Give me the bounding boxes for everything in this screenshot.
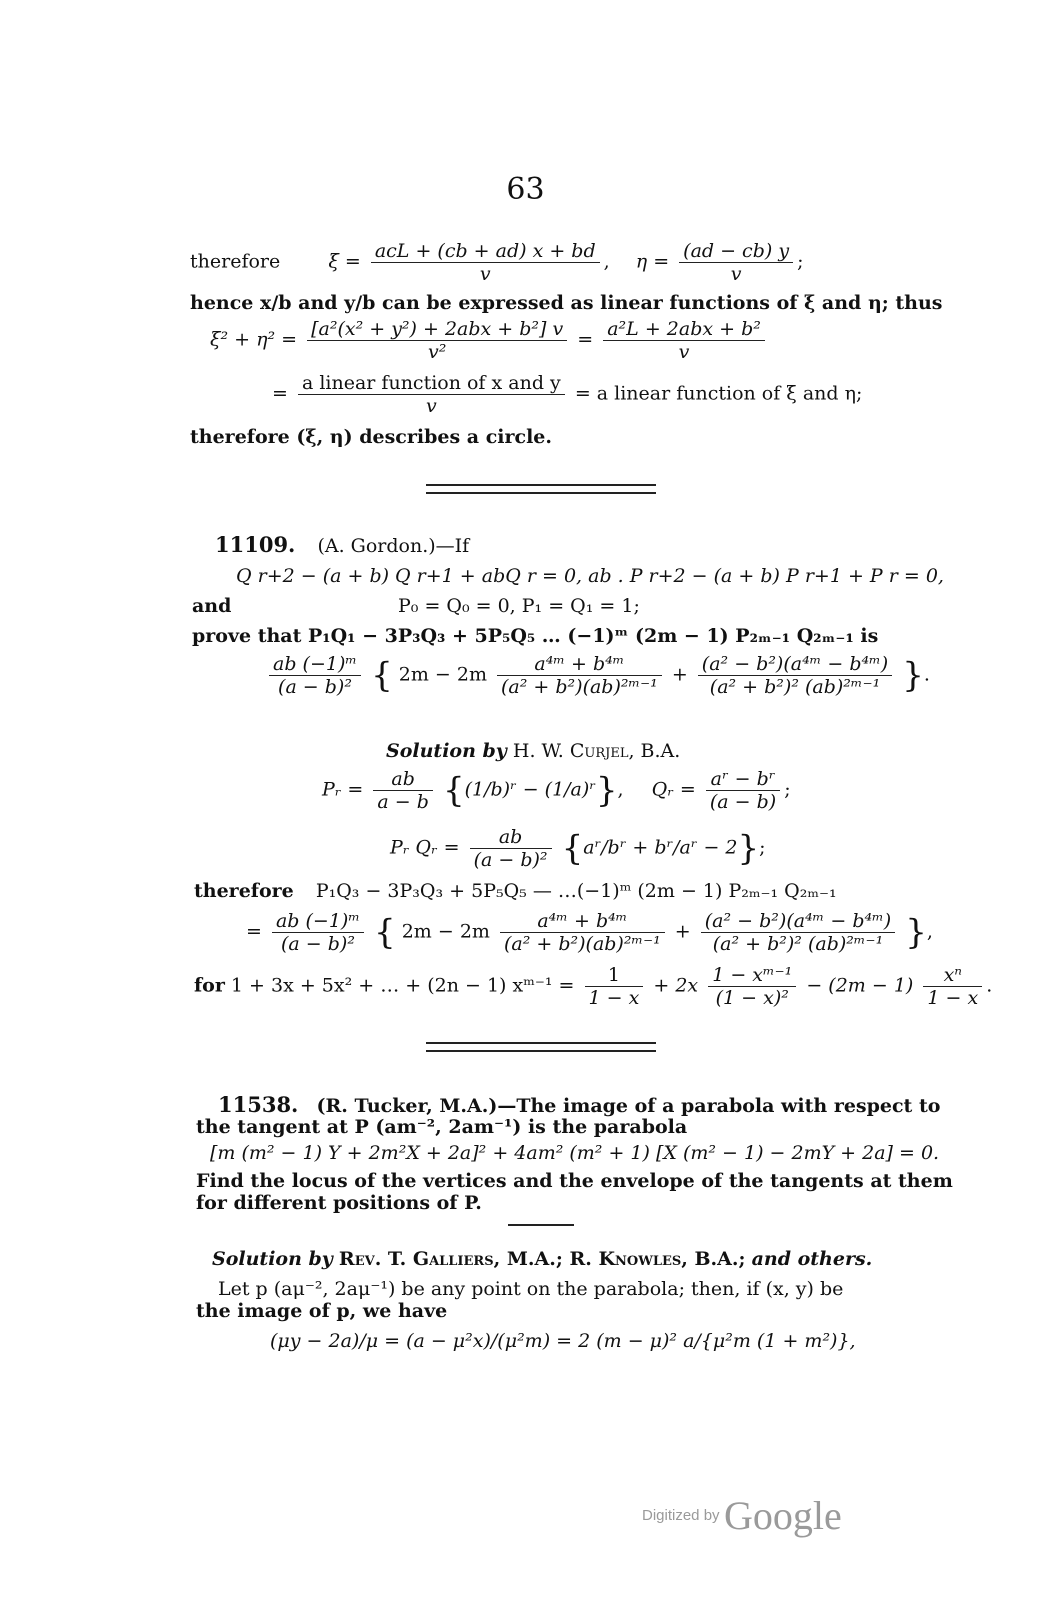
problem-number: 11538.: [218, 1092, 299, 1117]
problem-author: (R. Tucker, M.A.)—The image of a parabola with respect to: [316, 1095, 941, 1117]
google-logo: Google: [724, 1493, 842, 1538]
prqr-product: Pᵣ Qᵣ = $\frac{ab}{\text{(a − b)²}}$ {aʳ/bʳ + bʳ/aʳ − 2};: [390, 826, 766, 871]
problem-11538-line4: Find the locus of the vertices and the envelope of the tangents at them: [196, 1170, 953, 1192]
watermark-prefix: Digitized by: [642, 1507, 720, 1524]
section-divider-1a: [426, 484, 656, 486]
xi-eta-fraction-2: $\frac{\text{a²L + 2abx + b²}}{v}$: [603, 318, 765, 363]
series-identity: for 1 + 3x + 5x² + … + (2n − 1) xᵐ⁻¹ = $\frac{1}{1 - x}$ + 2x $\frac{\text{1 − xᵐ⁻¹}}{\text{(1 − x)²}}$ − (2m − 1) $\frac{\text{xⁿ}}{1 - x}$ .: [194, 964, 993, 1009]
recurrence-equation: Q r+2 − (a + b) Q r+1 + abQ r = 0, ab . P r+2 − (a + b) P r+1 + P r = 0,: [236, 565, 944, 587]
xi-eta-fraction-1: $\frac{\text{[a²(x² + y²) + 2abx + b²] v}}{\text{v²}}$: [307, 318, 567, 363]
problem-number: 11109.: [215, 532, 296, 557]
therefore-label: therefore: [190, 250, 281, 273]
problem-author: (A. Gordon.)—If: [317, 535, 470, 557]
parabola-equation: [m (m² − 1) Y + 2m²X + 2a]² + 4am² (m² + 1) [X (m² − 1) − 2mY + 2a] = 0.: [210, 1142, 940, 1164]
section-divider-2a: [426, 1042, 656, 1044]
page-number: 63: [506, 172, 545, 207]
sum-result: = $\frac{\text{ab (−1)ᵐ}}{\text{(a − b)²}}$ { 2m − 2m $\frac{\text{a⁴ᵐ + b⁴ᵐ}}{\text{(a² + b²)(ab)²ᵐ⁻¹}}$ + $\frac{\text{(a² − b²)(a⁴ᵐ − b⁴ᵐ)}}{\text{(a² + b²)² (ab)²ᵐ⁻¹}}$ },: [246, 910, 933, 955]
block1-line3: ξ² + η² = $\frac{\text{[a²(x² + y²) + 2abx + b²] v}}{\text{v²}}$ = $\frac{\text{a²L + 2abx + b²}}{v}$: [210, 318, 769, 363]
problem-11538-line2: the tangent at P (am⁻², 2am⁻¹) is the parabola: [196, 1116, 688, 1138]
section-divider-2b: [426, 1050, 656, 1052]
google-watermark: [642, 1492, 842, 1539]
solution-1-heading: Solution by H. W. Curjel, B.A.: [386, 740, 681, 762]
problem-11109-header: [215, 534, 469, 557]
solution-2-line2: the image of p, we have: [196, 1300, 448, 1322]
result-expression: $\frac{\text{ab (−1)ᵐ}}{\text{(a − b)²}}$ { 2m − 2m $\frac{\text{a⁴ᵐ + b⁴ᵐ}}{\text{(a² + b²)(ab)²ᵐ⁻¹}}$ + $\frac{\text{(a² − b²)(a⁴ᵐ − b⁴ᵐ)}}{\text{(a² + b²)² (ab)²ᵐ⁻¹}}$ }.: [265, 653, 930, 698]
prove-statement: prove that P₁Q₁ − 3P₃Q₃ + 5P₅Q₅ … (−1)ᵐ (2m − 1) P₂ₘ₋₁ Q₂ₘ₋₁ is: [192, 625, 879, 647]
therefore-sum: therefore P₁Q₃ − 3P₃Q₃ + 5P₅Q₅ — …(−1)ᵐ (2m − 1) P₂ₘ₋₁ Q₂ₘ₋₁: [194, 880, 837, 902]
block1-line5: therefore (ξ, η) describes a circle.: [190, 426, 552, 448]
block1-line4: = $\frac{\text{a linear function of x and y}}{v}$ = a linear function of ξ and η;: [272, 372, 863, 417]
and-label: and: [192, 595, 232, 617]
xi-fraction: $\frac{\text{acL + (cb + ad) x + bd}}{v}$: [371, 240, 600, 285]
initial-conditions: P₀ = Q₀ = 0, P₁ = Q₁ = 1;: [398, 595, 640, 617]
problem-11538-line5: for different positions of P.: [196, 1192, 482, 1214]
solution-2-line1: Let p (aμ⁻², 2aμ⁻¹) be any point on the parabola; then, if (x, y) be: [218, 1278, 844, 1300]
pr-definition: Pᵣ = $\frac{ab}{a - b}$ {(1/b)ʳ − (1/a)ʳ}, Qᵣ = $\frac{\text{aʳ − bʳ}}{(a - b)}$ ;: [322, 768, 791, 813]
solution-2-heading: Solution by Rev. T. Galliers, M.A.; R. Knowles, B.A.; and others.: [212, 1248, 873, 1270]
image-equation: (μy − 2a)/μ = (a − μ²x)/(μ²m) = 2 (m − μ)² a/{μ²m (1 + m²)},: [270, 1330, 856, 1352]
problem-11538-header: [218, 1094, 940, 1117]
block1-line1: therefore ξ = $\frac{\text{acL + (cb + ad) x + bd}}{v}$ , η = $\frac{(ad - cb) y}{v}$ ;: [190, 240, 804, 285]
section-divider-1b: [426, 492, 656, 494]
block1-line2: hence x/b and y/b can be expressed as linear functions of ξ and η; thus: [190, 292, 943, 314]
short-divider: [508, 1224, 574, 1226]
eta-fraction: $\frac{(ad - cb) y}{v}$: [679, 240, 793, 285]
linear-function-fraction: $\frac{\text{a linear function of x and y}}{v}$: [298, 372, 565, 417]
